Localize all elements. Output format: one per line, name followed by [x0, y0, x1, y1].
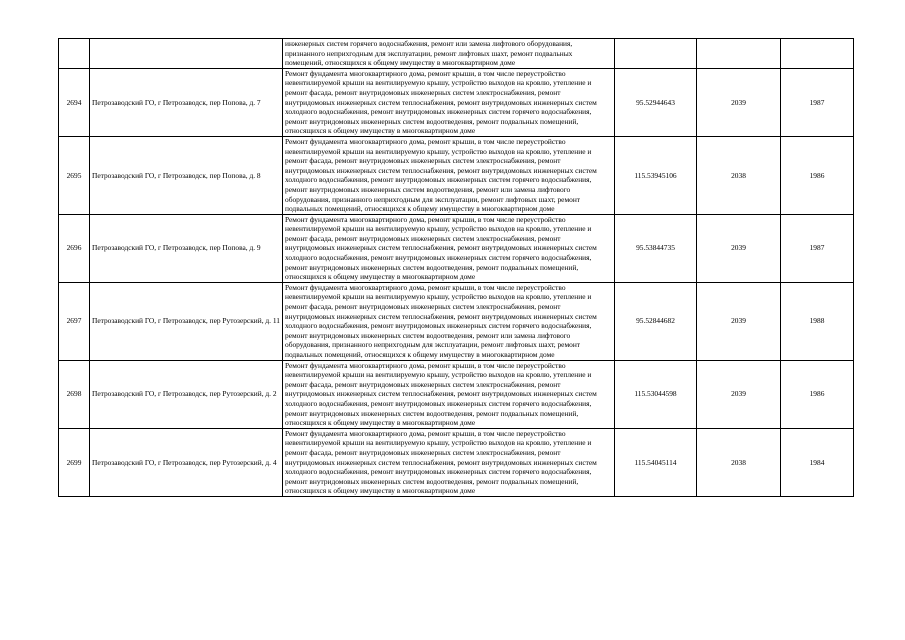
address-cell: Петрозаводский ГО, г Петрозаводск, пер Попова, д. 7 [90, 68, 283, 136]
built-year-cell: 1988 [781, 282, 854, 360]
works-cell: Ремонт фундамента многоквартирного дома, ремонт крыши, в том числе переустройство невентилируемой крыши на вентилируемую крышу, устройство выходов на кровлю, утепление и ремонт фасада, ремонт внутридомовых инженерных систем электроснабжения, ремонт внутридомовых инженерных систем теплоснабжения, ремонт внутридомовых инженерных систем холодного водоснабжения, ремонт внутридомовых инженерных систем горячего водоснабжения, ремонт внутридомовых инженерных систем водоотведения, ремонт подвальных помещений, относящихся к общему имуществу в многоквартирном доме [283, 214, 615, 282]
planned-year-cell: 2038 [697, 136, 781, 214]
row-number: 2698 [59, 360, 90, 428]
address-cell: Петрозаводский ГО, г Петрозаводск, пер Рутозерский, д. 2 [90, 360, 283, 428]
cost-cell: 115.53945106 [615, 136, 697, 214]
planned-year-cell: 2038 [697, 428, 781, 496]
built-year-cell: 1986 [781, 136, 854, 214]
address-cell: Петрозаводский ГО, г Петрозаводск, пер Рутозерский, д. 11 [90, 282, 283, 360]
address-cell: Петрозаводский ГО, г Петрозаводск, пер Попова, д. 9 [90, 214, 283, 282]
address-cell: Петрозаводский ГО, г Петрозаводск, пер Рутозерский, д. 4 [90, 428, 283, 496]
row-number: 2697 [59, 282, 90, 360]
cost-cell: 115.53044598 [615, 360, 697, 428]
cost-cell [615, 39, 697, 69]
address-cell [90, 39, 283, 69]
built-year-cell: 1984 [781, 428, 854, 496]
address-cell: Петрозаводский ГО, г Петрозаводск, пер Попова, д. 8 [90, 136, 283, 214]
built-year-cell: 1987 [781, 68, 854, 136]
table-row [59, 214, 854, 282]
cost-cell: 95.52944643 [615, 68, 697, 136]
table-row [59, 39, 854, 69]
cost-cell: 95.52844682 [615, 282, 697, 360]
built-year-cell [781, 39, 854, 69]
planned-year-cell [697, 39, 781, 69]
cost-cell: 95.53844735 [615, 214, 697, 282]
table-row [59, 360, 854, 428]
built-year-cell: 1987 [781, 214, 854, 282]
table-row [59, 68, 854, 136]
works-cell: Ремонт фундамента многоквартирного дома, ремонт крыши, в том числе переустройство невентилируемой крыши на вентилируемую крышу, устройство выходов на кровлю, утепление и ремонт фасада, ремонт внутридомовых инженерных систем электроснабжения, ремонт внутридомовых инженерных систем теплоснабжения, ремонт внутридомовых инженерных систем холодного водоснабжения, ремонт внутридомовых инженерных систем горячего водоснабжения, ремонт внутридомовых инженерных систем водоотведения, ремонт подвальных помещений, относящихся к общему имуществу в многоквартирном доме [283, 68, 615, 136]
works-cell: Ремонт фундамента многоквартирного дома, ремонт крыши, в том числе переустройство невентилируемой крыши на вентилируемую крышу, устройство выходов на кровлю, утепление и ремонт фасада, ремонт внутридомовых инженерных систем электроснабжения, ремонт внутридомовых инженерных систем теплоснабжения, ремонт внутридомовых инженерных систем холодного водоснабжения, ремонт внутридомовых инженерных систем горячего водоснабжения, ремонт внутридомовых инженерных систем водоотведения, ремонт подвальных помещений, относящихся к общему имуществу в многоквартирном доме [283, 360, 615, 428]
built-year-cell: 1986 [781, 360, 854, 428]
planned-year-cell: 2039 [697, 68, 781, 136]
row-number: 2694 [59, 68, 90, 136]
row-number: 2695 [59, 136, 90, 214]
works-cell: инженерных систем горячего водоснабжения, ремонт или замена лифтового оборудования, признанного неприхгодным для эксплуатации, ремонт лифтовых шахт, ремонт подвальных помещений, относящихся к общему имуществу в многоквартирном доме [283, 39, 615, 69]
works-cell: Ремонт фундамента многоквартирного дома, ремонт крыши, в том числе переустройство невентилируемой крыши на вентилируемую крышу, устройство выходов на кровлю, утепление и ремонт фасада, ремонт внутридомовых инженерных систем электроснабжения, ремонт внутридомовых инженерных систем теплоснабжения, ремонт внутридомовых инженерных систем холодного водоснабжения, ремонт внутридомовых инженерных систем горячего водоснабжения, ремонт внутридомовых инженерных систем водоотведения, ремонт подвальных помещений, относящихся к общему имуществу в многоквартирном доме [283, 428, 615, 496]
row-number: 2696 [59, 214, 90, 282]
planned-year-cell: 2039 [697, 282, 781, 360]
repair-schedule-table [58, 38, 854, 497]
planned-year-cell: 2039 [697, 214, 781, 282]
planned-year-cell: 2039 [697, 360, 781, 428]
works-cell: Ремонт фундамента многоквартирного дома, ремонт крыши, в том числе переустройство невентилируемой крыши на вентилируемую крышу, устройство выходов на кровлю, утепление и ремонт фасада, ремонт внутридомовых инженерных систем электроснабжения, ремонт внутридомовых инженерных систем теплоснабжения, ремонт внутридомовых инженерных систем холодного водоснабжения, ремонт внутридомовых инженерных систем горячего водоснабжения, ремонт внутридомовых инженерных систем водоотведения, ремонт или замена лифтового оборудования, признанного неприхгодным для эксплуатации, ремонт лифтовых шахт, ремонт подвальных помещений, относящихся к общему имуществу в многоквартирном доме [283, 136, 615, 214]
works-cell: Ремонт фундамента многоквартирного дома, ремонт крыши, в том числе переустройство невентилируемой крыши на вентилируемую крышу, устройство выходов на кровлю, утепление и ремонт фасада, ремонт внутридомовых инженерных систем электроснабжения, ремонт внутридомовых инженерных систем теплоснабжения, ремонт внутридомовых инженерных систем холодного водоснабжения, ремонт внутридомовых инженерных систем горячего водоснабжения, ремонт внутридомовых инженерных систем водоотведения, ремонт или замена лифтового оборудования, признанного неприхгодным для эксплуатации, ремонт лифтовых шахт, ремонт подвальных помещений, относящихся к общему имуществу в многоквартирном доме [283, 282, 615, 360]
table-row [59, 428, 854, 496]
table-row [59, 282, 854, 360]
cost-cell: 115.54045114 [615, 428, 697, 496]
row-number [59, 39, 90, 69]
row-number: 2699 [59, 428, 90, 496]
table-row [59, 136, 854, 214]
